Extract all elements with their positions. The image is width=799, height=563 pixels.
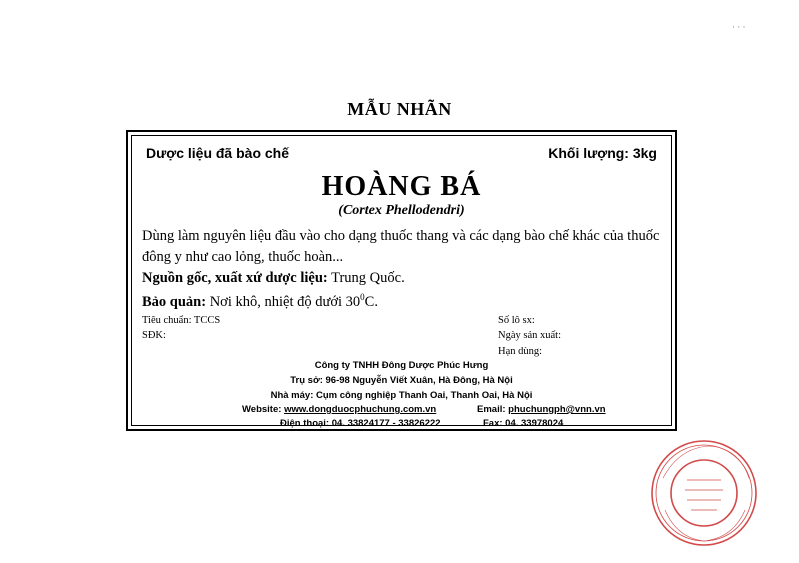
latin-name: (Cortex Phellodendri) [338, 203, 465, 218]
product-label [126, 130, 677, 431]
fax: Fax: 04. 33978024 [483, 418, 564, 429]
origin-value: Trung Quốc. [327, 270, 405, 286]
standard: Tiêu chuẩn: TCCS [142, 315, 221, 326]
registration-number: SĐK: [142, 330, 166, 341]
lot-number: Số lô sx: [498, 315, 535, 326]
company-name: Công ty TNHH Đông Dược Phúc Hưng [314, 360, 489, 371]
manufacture-date: Ngày sản xuất: [498, 330, 561, 341]
company-seal-stamp [649, 438, 759, 548]
factory: Nhà máy: Cụm công nghiệp Thanh Oai, Thanh Oai, Hà Nội [270, 390, 533, 401]
email-line [477, 404, 606, 415]
storage-label: Bảo quản: [142, 293, 207, 310]
head-office: Trụ sở: 96-98 Nguyễn Viết Xuân, Hà Đông, Hà Nội [290, 375, 513, 386]
email-label: Email: [477, 404, 509, 415]
origin-label: Nguồn gốc, xuất xứ dược liệu: [142, 270, 328, 286]
website-line [242, 404, 436, 415]
expiry-date: Hạn dùng: [498, 346, 543, 357]
weight: Khối lượng: 3kg [548, 145, 657, 161]
storage-degree: 0 [360, 292, 365, 302]
origin-line [142, 270, 405, 287]
storage-value: Nơi khô, nhiệt độ dưới 30 [206, 293, 361, 310]
storage-line [142, 292, 378, 311]
product-name: HOÀNG BÁ [321, 171, 482, 202]
storage-unit: C. [364, 293, 378, 310]
corner-marks: · · · [732, 22, 746, 32]
label-inner-border [131, 135, 672, 429]
phone: Điện thoại: 04. 33824177 - 33826222 [280, 418, 441, 429]
usage-text: Dùng làm nguyên liệu đầu vào cho dạng thuốc thang và các dạng bào chế khác của thuốc đông y như cao lỏng, thuốc hoàn... [142, 228, 660, 265]
email-link[interactable]: phuchungph@vnn.vn [508, 404, 606, 415]
website-label: Website: [242, 404, 285, 415]
category: Dược liệu đã bào chế [146, 145, 290, 161]
website-link[interactable]: www.dongduocphuchung.com.vn [284, 404, 437, 415]
page-title: MẪU NHÃN [347, 99, 452, 119]
